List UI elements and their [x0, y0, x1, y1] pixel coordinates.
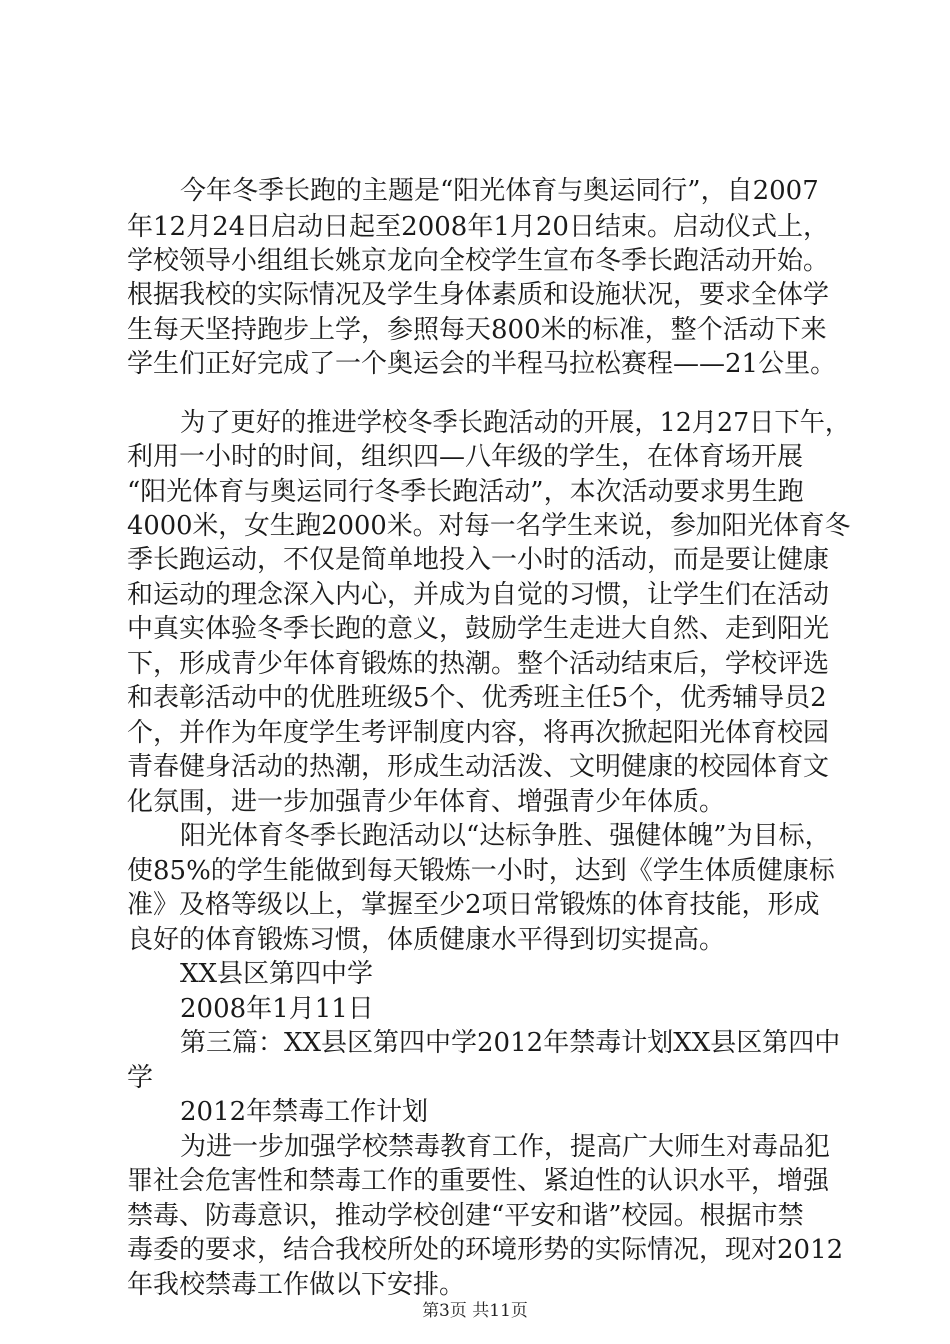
text-line: 化氛围，进一步加强青少年体育、增强青少年体质。 [127, 787, 726, 817]
section-heading-continued: 学 [127, 1063, 154, 1093]
text-line: 使85%的学生能做到每天锻炼一小时，达到《学生体质健康标 [127, 856, 835, 886]
text-line: 为了更好的推进学校冬季长跑活动的开展，12月27日下午， [180, 408, 851, 438]
text-line: 生每天坚持跑步上学，参照每天800米的标准，整个活动下来 [127, 315, 827, 345]
text-line: 毒委的要求，结合我校所处的环境形势的实际情况，现对2012 [127, 1235, 844, 1265]
text-line: 今年冬季长跑的主题是“阳光体育与奥运同行”，自2007 [180, 176, 819, 206]
text-line: 学生们正好完成了一个奥运会的半程马拉松赛程——21公里。 [127, 349, 837, 379]
page-number-footer: 第3页 共11页 [422, 1301, 528, 1321]
text-line: 为进一步加强学校禁毒教育工作，提高广大师生对毒品犯 [180, 1132, 831, 1162]
text-line: 利用一小时的时间，组织四—八年级的学生，在体育场开展 [127, 442, 804, 472]
text-line: 季长跑运动，不仅是简单地投入一小时的活动，而是要让健康 [127, 545, 830, 575]
text-line: 阳光体育冬季长跑活动以“达标争胜、强健体魄”为目标， [180, 821, 831, 851]
text-line: 罪社会危害性和禁毒工作的重要性、紧迫性的认识水平，增强 [127, 1166, 830, 1196]
text-line: 年我校禁毒工作做以下安排。 [127, 1270, 466, 1300]
text-line: 下，形成青少年体育锻炼的热潮。整个活动结束后，学校评选 [127, 649, 830, 679]
plan-title: 2012年禁毒工作计划 [180, 1097, 429, 1127]
text-line: 禁毒、防毒意识，推动学校创建“平安和谐”校园。根据市禁 [127, 1201, 804, 1231]
text-line: 学校领导小组组长姚京龙向全校学生宣布冬季长跑活动开始。 [127, 246, 830, 276]
text-line: 根据我校的实际情况及学生身体素质和设施状况，要求全体学 [127, 280, 830, 310]
text-line: “阳光体育与奥运同行冬季长跑活动”，本次活动要求男生跑 [127, 477, 804, 507]
section-heading: 第三篇：XX县区第四中学2012年禁毒计划XX县区第四中 [180, 1028, 841, 1058]
text-line: 青春健身活动的热潮，形成生动活泼、文明健康的校园体育文 [127, 752, 830, 782]
text-line: 中真实体验冬季长跑的意义，鼓励学生走进大自然、走到阳光 [127, 614, 830, 644]
text-line: 良好的体育锻炼习惯，体质健康水平得到切实提高。 [127, 925, 726, 955]
text-line: 准》及格等级以上，掌握至少2项日常锻炼的体育技能，形成 [127, 890, 820, 920]
text-line: 和运动的理念深入内心，并成为自觉的习惯，让学生们在活动 [127, 580, 830, 610]
text-line: 和表彰活动中的优胜班级5个、优秀班主任5个，优秀辅导员2 [127, 683, 827, 713]
text-line: 个，并作为年度学生考评制度内容，将再次掀起阳光体育校园 [127, 718, 830, 748]
text-line: 年12月24日启动日起至2008年1月20日结束。启动仪式上， [127, 212, 829, 242]
signature-organization: XX县区第四中学 [180, 959, 374, 989]
text-line: 4000米，女生跑2000米。对每一名学生来说，参加阳光体育冬 [127, 511, 851, 541]
signature-date: 2008年1月11日 [180, 994, 374, 1024]
